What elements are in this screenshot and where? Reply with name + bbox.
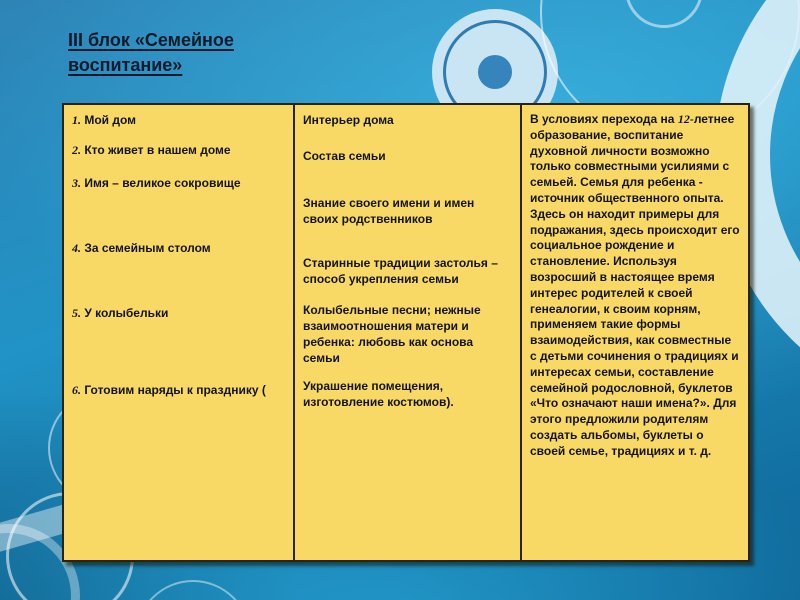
content-item: Старинные традиции застолья – способ укрепления семьи bbox=[303, 256, 498, 286]
decor-target-circle-dot bbox=[478, 55, 512, 89]
slide-title-line1: III блок «Семейное bbox=[68, 30, 234, 50]
topic-text: Имя – великое сокровище bbox=[84, 176, 241, 190]
topic-text: За семейным столом bbox=[84, 241, 211, 255]
content-item: Колыбельные песни; нежные взаимоотношения матери и ребенка: любовь как основа семьи bbox=[303, 303, 481, 365]
topic-item bbox=[72, 175, 285, 191]
slide-title-line2: воспитание» bbox=[68, 55, 183, 75]
content-item: Интерьер дома bbox=[303, 113, 394, 127]
topic-number: 1. bbox=[72, 113, 81, 127]
topic-item bbox=[72, 305, 285, 321]
description-italic-number: 12- bbox=[677, 112, 694, 126]
description-part1: В условиях перехода на bbox=[530, 112, 678, 126]
topic-item bbox=[72, 112, 285, 128]
table-cell-topics bbox=[64, 105, 295, 560]
topic-number: 6. bbox=[72, 383, 81, 397]
topic-item bbox=[72, 240, 285, 256]
decor-ring-bottom-left-4 bbox=[135, 580, 251, 600]
description-part2: летнее образование, воспитание духовной личности возможно только совместными усилиями с семьей. Семья для ребенка - источник общественного опыта. Здесь он находит примеры для подражания, здесь происходит его социальное рождение и становление. Используя возросший в настоящее время интерес родителей к своей генеалогии, к своим корням, применяем такие формы взаимодействия, как совместные с детьми сочинения о традициях и интересах семьи, составление семейной родословной, буклетов «Что означают наши имена?». Для этого предложили родителям создать альбомы, буклеты о своей семье, традициях и т. д. bbox=[530, 112, 740, 458]
content-item: Знание своего имени и имен своих родственников bbox=[303, 196, 475, 226]
topic-item bbox=[72, 382, 285, 398]
topic-text: Кто живет в нашем доме bbox=[84, 143, 231, 157]
content-item: Состав семьи bbox=[303, 149, 386, 163]
slide-title bbox=[68, 28, 234, 78]
content-item: Украшение помещения, изготовление костюмов). bbox=[303, 379, 454, 409]
description-paragraph bbox=[530, 112, 740, 460]
table-cell-description bbox=[522, 105, 748, 560]
topic-number: 2. bbox=[72, 143, 81, 157]
topic-number: 4. bbox=[72, 241, 81, 255]
topic-text: У колыбельки bbox=[84, 306, 169, 320]
topic-text: Мой дом bbox=[84, 113, 137, 127]
topic-text: Готовим наряды к празднику ( bbox=[84, 383, 266, 397]
content-table bbox=[62, 103, 750, 562]
topic-item bbox=[72, 142, 285, 158]
topic-number: 3. bbox=[72, 176, 81, 190]
topic-number: 5. bbox=[72, 306, 81, 320]
table-cell-contents bbox=[295, 105, 522, 560]
